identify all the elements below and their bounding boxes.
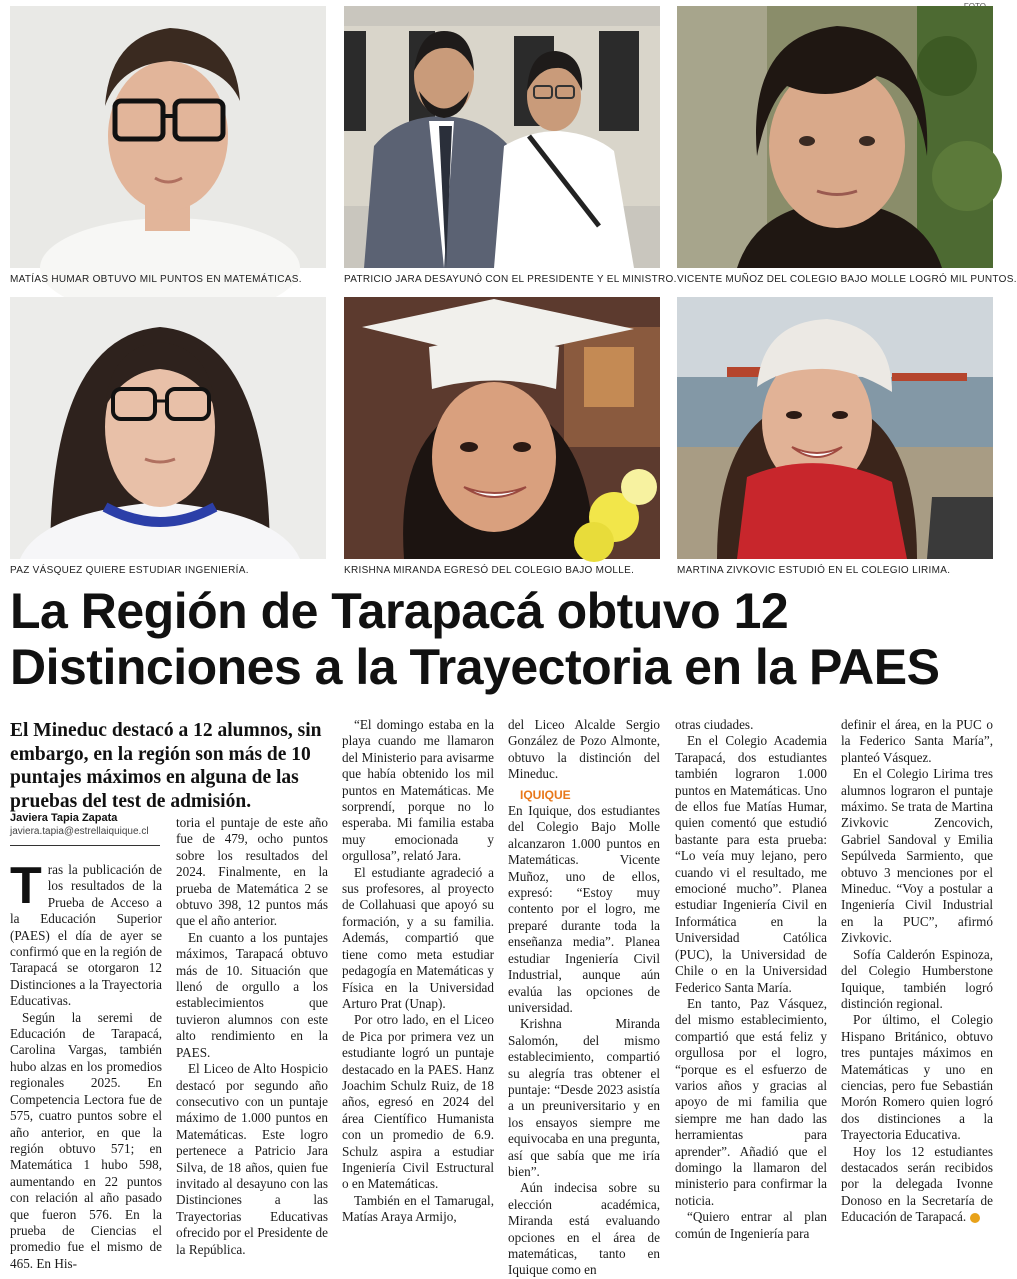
byline-author: Javiera Tapia Zapata [10,812,118,824]
paragraph: El estudiante agradeció a sus profesores, al proyecto de Collahuasi que apoyó su formación, y a su familia. Además, compartió que tiene como meta estudiar pedagogía en Matemáticas y Física en la Universidad Arturo Prat (Unap). [342,864,494,1011]
paragraph: También en el Tamarugal, Matías Araya Armijo, [342,1192,494,1225]
photo-vicente-munoz [677,6,993,268]
article-column-1 [10,857,162,1272]
photo-caption: PATRICIO JARA DESAYUNÓ CON EL PRESIDENTE Y EL MINISTRO. [344,274,677,285]
article-column-4 [508,717,660,1279]
paragraph: Según la seremi de Educación de Tarapacá, Carolina Vargas, también hubo alzas en los promedios regionales 2025. En Competencia Lectora fue de 575, cuatro puntos sobre el año anterior, en que la región obtuvo 571; en Matemática 1 hubo 598, aumentando en 22 puntos con relación al año pasado que fueron 576. En la prueba de Ciencias el promedio fue el mismo de 465. En His- [10,1009,162,1271]
photo-martina-zivkovic [677,297,993,559]
byline [10,812,170,837]
paragraph: En el Colegio Academia Tarapacá, dos estudiantes también lograron 1.000 puntos en Matemáticas. Uno de ellos fue Matías Humar, quien comentó que estudió bastante para esta prueba: “Lo veía muy lejano, pero cuando vi el resultado, me emocioné mucho”. Planea estudiar Ingeniería Civil en Informática en la Universidad Católica (PUC), la Universidad de Chile o en la Universidad Federico Santa María. [675,733,827,995]
deck-subheadline: El Mineduc destacó a 12 alumnos, sin embargo, en la región son más de 10 puntajes máximos en alguna de las pruebas del test de admisión. [10,720,322,812]
graduation-photo-image [344,297,660,559]
paragraph: En cuanto a los puntajes máximos, Tarapacá obtuvo más de 10. Situación que llenó de orgullo a los establecimientos que tuvieron alumnos con este alto rendimiento en la PAES. [176,929,328,1060]
photo-caption: PAZ VÁSQUEZ QUIERE ESTUDIAR INGENIERÍA. [10,565,249,576]
photo-krishna-miranda [344,297,660,559]
byline-email[interactable]: javiera.tapia@estrellaiquique.cl [10,826,149,837]
headline [10,583,995,695]
portrait-image [677,297,993,559]
dropcap: T [10,857,42,915]
paragraph: “El domingo estaba en la playa cuando me llamaron del Ministerio para avisarme que había obtenido los mil puntos en Matemáticas. Me sorprendí, porque no lo esperaba. Mi familia estaba muy emocionada y orgullosa”, relató Jara. [342,717,494,864]
photo-caption: KRISHNA MIRANDA EGRESÓ DEL COLEGIO BAJO MOLLE. [344,565,635,576]
headline-line-1: La Región de Tarapacá obtuvo 12 [10,583,789,639]
photo-matias-humar [10,6,326,268]
end-of-article-icon [970,1213,980,1223]
photo-grid [10,6,1017,582]
portrait-image [677,6,993,268]
photo-caption: MATÍAS HUMAR OBTUVO MIL PUNTOS EN MATEMÁTICAS. [10,274,302,285]
section-heading-iquique: IQUIQUE [520,787,571,802]
paragraph: definir el área, en la PUC o la Federico Santa María”, planteó Vásquez. [841,717,993,765]
portrait-image [10,297,326,559]
headline-line-2: Distinciones a la Trayectoria en la PAES [10,639,940,695]
paragraph: Sofía Calderón Espinoza, del Colegio Humberstone Iquique, también logró distinción regional. [841,946,993,1011]
paragraph: Aún indecisa sobre su elección académica, Miranda está evaluando opciones en el área de matemáticas, tanto en Iquique como en [508,1180,660,1278]
article-column-5 [675,717,827,1242]
byline-divider [10,845,160,846]
paragraph: del Liceo Alcalde Sergio González de Pozo Almonte, obtuvo la distinción del Mineduc. [508,717,660,782]
paragraph: En el Colegio Lirima tres alumnos lograron el puntaje máximo. Se trata de Martina Zivkovic Zencovich, Gabriel Sandoval y Emilia Sepúlveda Sarmiento, que obtuvo 3 menciones por el Mineduc. “Voy a postular a Ingeniería Civil Industrial en la PUC”, afirmó Zivkovic. [841,766,993,946]
portrait-image [10,6,326,268]
paragraph: Krishna Miranda Salomón, del mismo establecimiento, compartió su alegría tras obtener el puntaje: “Desde 2023 asistía a un preuniversitario y en los ensayos siempre me equivocaba en una pregunta, así que sabía que me iría bien”. [508,1016,660,1179]
article-column-3 [342,717,494,1226]
article-column-6 [841,717,993,1226]
paragraph: El Liceo de Alto Hospicio destacó por segundo año consecutivo con un puntaje máximo de 1.000 puntos en Matemáticas. Este logro pertenece a Patricio Jara Silva, de 18 años, quien fue invitado al desayuno con las Distinciones a las Trayectorias Educativas ofrecido por el Presidente de la República. [176,1061,328,1257]
paragraph: otras ciudades. [675,717,754,732]
paragraph: toria el puntaje de este año fue de 479, ocho puntos sobre los resultados del 2024. Finalmente, en la prueba de Matemática 2 se obtuvo 398, 12 puntos más que el año anterior. [176,815,328,929]
photo-patricio-jara [344,6,660,268]
photo-caption: MARTINA ZIVKOVIC ESTUDIÓ EN EL COLEGIO LIRIMA. [677,565,951,576]
paragraph-text: Hoy los 12 estudiantes destacados serán recibidos por la delegada Ivonne Donoso en la Secretaría de Educación de Tarapacá. [841,1143,993,1225]
event-photo-image [344,6,660,268]
paragraph: En Iquique, dos estudiantes del Colegio Bajo Molle alcanzaron 1.000 puntos en Matemáticas. Vicente Muñoz, uno de ellos, expresó: “Estoy muy contento por el logro, me preparé durante toda la enseñanza media”. Planea estudiar Ingeniería Civil Industrial, aunque aún evalúa las opciones de universidad. [508,803,660,1015]
paragraph: “Quiero entrar al plan común de Ingeniería para [675,1209,827,1241]
article-column-2 [176,815,328,1258]
photo-caption: VICENTE MUÑOZ DEL COLEGIO BAJO MOLLE LOGRÓ MIL PUNTOS. [677,274,1017,285]
paragraph: Por último, el Colegio Hispano Británico, obtuvo tres puntajes máximos en Matemáticas y uno en ciencias, pero fue Sebastián Morón Romero quien logró dos distinciones a la Trayectoria Educativa. [841,1012,993,1143]
paragraph: ras la publicación de los resultados de la Prueba de Acceso a la Educación Superior (PAES) el día de ayer se confirmó que en la región de Tarapacá se otorgaron 12 Distinciones a la Trayectoria Educativas. [10,862,162,1009]
paragraph: Por otro lado, en el Liceo de Pica por primera vez un estudiante logró un puntaje destacado en la PAES. Hanz Joachim Schulz Ruiz, de 18 años, egresó en 2024 del área Científico Humanista con un promedio de 6.9. Schulz aspira a estudiar Ingeniería Civil Estructural o en Matemáticas. [342,1012,494,1192]
paragraph: En tanto, Paz Vásquez, del mismo establecimiento, compartió que está feliz y orgullosa por el logro, “porque es el esfuerzo de varios años y gracias al apoyo de mi familia que siempre me han dado las herramientas para aprender”. Añadió que el domingo la llamaron del ministerio para confirmar la noticia. [675,995,827,1208]
paragraph [841,1144,993,1226]
photo-paz-vasquez [10,297,326,559]
